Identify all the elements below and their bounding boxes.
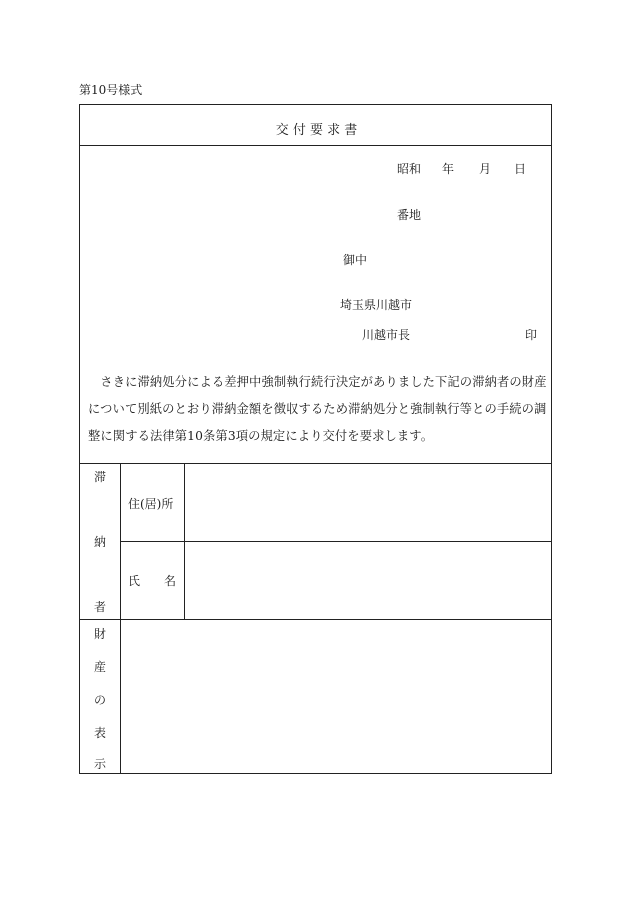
- address-field[interactable]: [190, 485, 545, 533]
- address-label: 番地: [397, 208, 422, 222]
- name-field-label: 氏 名: [128, 574, 177, 588]
- form-title: 交 付 要 求 書: [275, 123, 358, 138]
- delinquent-char-2: 納: [93, 535, 106, 549]
- request-text: さきに滞納処分による差押中強制執行続行決定がありました下記の滞納者の財産について別紙のとおり滞納金額を徴収するため滞納処分と強制執行等との手続の調整に関する法律第10条第3項の規定により交付を要求します。: [88, 375, 547, 443]
- delinquent-char-1: 滞: [93, 470, 106, 484]
- date-month-label: 月: [479, 162, 492, 176]
- date-day-label: 日: [514, 162, 527, 176]
- name-field[interactable]: [190, 563, 545, 611]
- property-char-1: 財: [93, 627, 106, 641]
- issuer-city: 埼玉県川越市: [340, 298, 413, 312]
- seal-mark: 印: [525, 328, 538, 342]
- request-form: [79, 104, 552, 774]
- recipient-suffix: 御中: [343, 253, 368, 267]
- date-era: 昭和: [397, 162, 422, 176]
- issuer-mayor: 川越市長: [362, 328, 411, 342]
- date-year-label: 年: [442, 162, 455, 176]
- divider-delinquent: [80, 463, 551, 464]
- divider-property: [80, 619, 551, 620]
- property-char-4: 表: [93, 726, 106, 740]
- property-char-5: 示: [93, 757, 106, 771]
- delinquent-char-3: 者: [93, 600, 106, 614]
- divider-address-name: [120, 541, 551, 542]
- property-char-3: の: [93, 693, 106, 707]
- address-field-label: 住(居)所: [128, 497, 174, 511]
- form-number: 第10号様式: [79, 83, 143, 97]
- property-field[interactable]: [128, 629, 543, 767]
- divider-title: [80, 145, 551, 146]
- property-char-2: 産: [93, 660, 106, 674]
